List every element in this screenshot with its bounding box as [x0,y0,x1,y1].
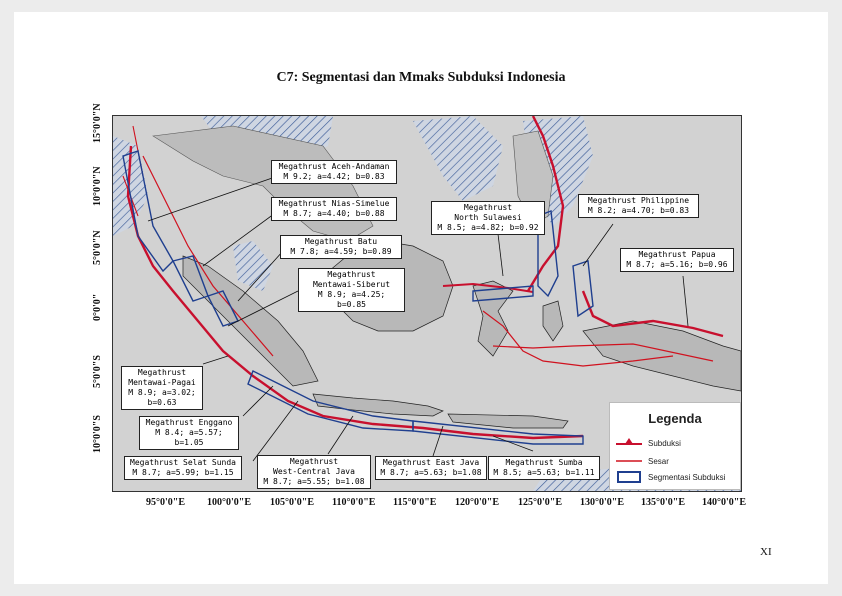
callout-sumba-params: M 8.5; a=5.63; b=1.11 [493,468,595,477]
page-number: XI [760,546,772,558]
callout-papua-name: Megathrust Papua [638,250,716,259]
callout-north-sulawesi-params: M 8.5; a=4.82; b=0.92 [437,223,539,232]
callout-east-java-name: Megathrust East Java [382,458,480,467]
lat-label-5s: 5°0'0"S [92,355,103,389]
legend-subduksi-label: Subduksi [648,438,681,448]
callout-enggano-name: Megathrust Enggano [145,418,233,427]
callout-north-sulawesi-name: Megathrust [463,203,513,212]
callout-batu-name: Megathrust Batu [304,237,378,246]
legend-item-sesar [616,455,669,467]
callout-batu [280,235,402,259]
callout-sumba-name: Megathrust Sumba [505,458,583,467]
callout-papua-params: M 8.7; a=5.16; b=0.96 [626,260,728,269]
callout-enggano [139,416,239,450]
legend-title: Legenda [648,411,702,426]
lon-label-125e: 125°0'0"E [518,497,562,508]
callout-selat-sunda-params: M 8.7; a=5.99; b=1.15 [132,468,234,477]
lon-label-115e: 115°0'0"E [393,497,437,508]
lat-label-10n: 10°0'0"N [92,166,103,206]
callout-java-name: Megathrust [289,457,339,466]
page-title: C7: Segmentasi dan Mmaks Subduksi Indonesia [276,70,566,85]
callout-aceh-name: Megathrust Aceh-Andaman [278,162,390,171]
callout-siberut-name: Megathrust [327,270,376,279]
callout-pagai-name: Megathrust [137,368,187,377]
callout-pagai-params2: b=0.63 [147,398,177,407]
callout-enggano-params: M 8.4; a=5.57; [155,428,223,437]
callout-sumba [488,456,600,480]
callout-enggano-params2: b=1.05 [174,438,204,447]
callout-philippine-params: M 8.2; a=4.70; b=0.83 [587,206,690,215]
callout-siberut-name2: Mentawai-Siberut [312,280,391,289]
callout-north-sulawesi [431,201,545,235]
callout-nias-simelue [271,197,397,221]
callout-west-central-java [257,455,371,489]
callout-east-java-params: M 8.7; a=5.63; b=1.08 [380,468,482,477]
lon-label-135e: 135°0'0"E [641,497,685,508]
subduction-symbol-icon [616,438,642,448]
callout-mentawai-pagai [121,366,203,410]
lon-label-130e: 130°0'0"E [580,497,624,508]
lat-label-5n: 5°0'0"N [92,230,103,266]
callout-selat-sunda-name: Megathrust Selat Sunda [130,458,236,467]
legend-item-subduksi [616,437,681,449]
lon-label-100e: 100°0'0"E [207,497,251,508]
lon-label-140e: 140°0'0"E [702,497,746,508]
lat-label-15n: 15°0'0"N [92,103,103,143]
callout-java-params: M 8.7; a=5.55; b=1.08 [263,477,365,486]
segment-box-icon [616,471,642,483]
callout-pagai-params: M 8.9; a=3.02; [128,388,196,397]
callout-philippine [578,194,699,218]
callout-papua [620,248,734,272]
callout-pagai-name2: Mentawai-Pagai [128,378,196,387]
callout-siberut-params: M 8.9; a=4.25; b=0.85 [317,290,386,309]
callout-philippine-name: Megathrust Philippine [587,196,690,205]
callout-nias-name: Megathrust Nias-Simelue [278,199,390,208]
callout-east-java [375,456,487,480]
callout-batu-params: M 7.8; a=4.59; b=0.89 [290,247,392,256]
legend-sesar-label: Sesar [648,456,669,466]
map-legend [609,402,741,490]
callout-java-name2: West-Central Java [273,467,355,476]
legend-segmentasi-label: Segmentasi Subduksi [648,472,726,482]
lon-label-95e: 95°0'0"E [146,497,185,508]
lon-label-110e: 110°0'0"E [332,497,376,508]
callout-aceh-params: M 9.2; a=4.42; b=0.83 [283,172,385,181]
lat-label-0: 0°0'0" [92,293,103,321]
callout-mentawai-siberut [298,268,405,312]
callout-aceh-andaman [271,160,397,184]
callout-north-sulawesi-name2: North Sulawesi [454,213,522,222]
callout-nias-params: M 8.7; a=4.40; b=0.88 [283,209,385,218]
lon-label-105e: 105°0'0"E [270,497,314,508]
legend-item-segmentasi [616,471,725,483]
fault-line-icon [616,456,642,466]
callout-selat-sunda [124,456,242,480]
lon-label-120e: 120°0'0"E [455,497,499,508]
lat-label-10s: 10°0'0"S [92,415,103,453]
